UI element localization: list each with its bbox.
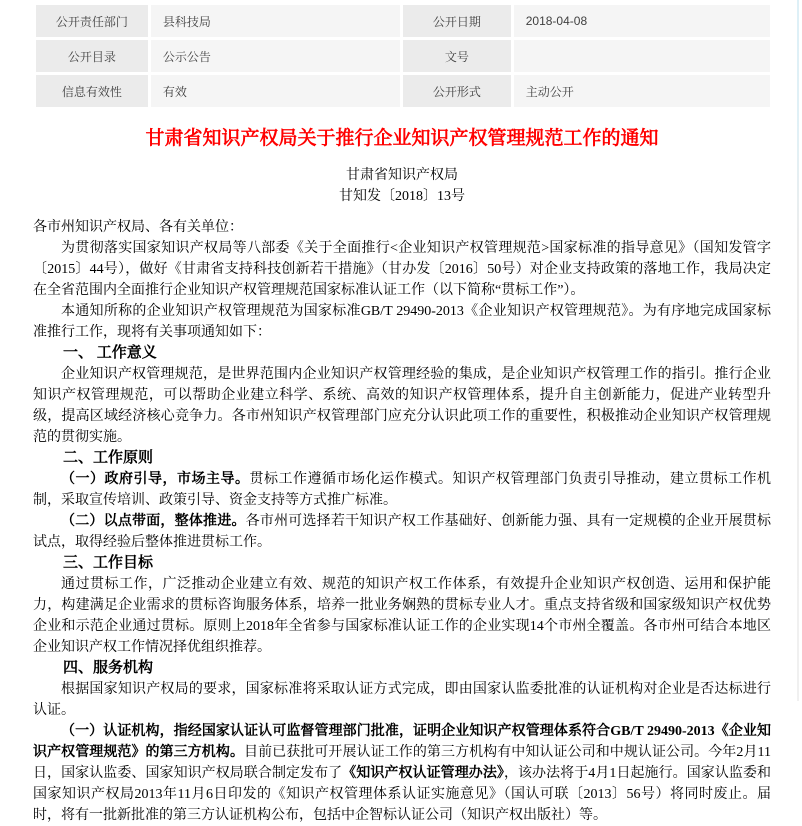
paragraph: 为贯彻落实国家知识产权局等八部委《关于全面推行<企业知识产权管理规范>国家标准的指导意见》（国知发管字〔2015〕44号），做好《甘肃省支持科技创新若干措施》（甘办发〔2016〕50号）对企业支持政策的落地工作，我局决定在全省范围内全面推行企业知识产权管理规范国家标准认证工作（以下简称“贯标工作”）。 — [33, 241, 771, 298]
label-disclosure-form: 公开形式 — [403, 75, 511, 107]
section-heading: 三、工作目标 — [63, 555, 154, 571]
paragraph: 企业知识产权管理规范，是世界范围内企业知识产权管理经验的集成，是企业知识产权管理工作的指引。推行企业知识产权管理规范，可以帮助企业建立科学、系统、高效的知识产权管理体系，提升自主创新能力，促进产业转型升级，提高区域经济核心竞争力。各市州知识产权管理部门应充分认识此项工作的重要性，积极推动企业知识产权管理规范的贯彻实施。 — [33, 367, 771, 445]
table-row — [36, 75, 770, 107]
document-issuer: 甘肃省知识产权局 — [346, 168, 458, 183]
salutation: 各市州知识产权局、各有关单位： — [33, 220, 243, 235]
table-row — [36, 40, 770, 72]
label-validity: 信息有效性 — [36, 75, 148, 107]
document-body — [33, 217, 771, 826]
paragraph: （二）以点带面，整体推进。各市州可选择若干知识产权工作基础好、创新能力强、具有一定规模的企业开展贯标试点，取得经验后整体推进贯标工作。 — [33, 514, 772, 550]
paragraph: 本通知所称的企业知识产权管理规范为国家标准GB/T 29490-2013《企业知识产权管理规范》。为有序地完成国家标准推行工作，现将有关事项通知如下： — [33, 304, 771, 340]
section-heading: 一、 工作意义 — [63, 345, 157, 361]
disclosure-info-table — [33, 2, 773, 110]
paragraph: 根据国家知识产权局的要求，国家标准将采取认证方式完成，即由国家认监委批准的认证机构对企业是否达标进行认证。 — [33, 682, 771, 718]
value-responsible-department: 县科技局 — [151, 5, 400, 37]
paragraph: 通过贯标工作，广泛推动企业建立有效、规范的知识产权工作体系，有效提升企业知识产权创造、运用和保护能力，构建满足企业需求的贯标咨询服务体系，培养一批业务娴熟的贯标专业人才。重点支持省级和国家级知识产权优势企业和示范企业通过贯标。原则上2018年全省参与国家标准认证工作的企业实现14个市州全覆盖。各市州可结合本地区企业知识产权工作情况择优组织推荐。 — [33, 577, 771, 655]
value-validity: 有效 — [151, 75, 400, 107]
value-doc-number — [514, 40, 770, 72]
document-title: 甘肃省知识产权局关于推行企业知识产权管理规范工作的通知 — [145, 128, 659, 149]
paragraph: （一）认证机构，指经国家认证认可监督管理部门批准，证明企业知识产权管理体系符合GB/T 29490-2013《企业知识产权管理规范》的第三方机构。目前已获批可开展认证工作的第三方机构有中知认证公司和中规认证公司。今年2月11日，国家认监委、国家知识产权局联合制定发布了《知识产权认证管理办法》，该办法将于4月1日起施行。国家认监委和国家知识产权局2013年11月6日印发的《知识产权管理体系认证实施意见》（国认可联〔2013〕56号）将同时废止。届时，将有一批新批准的第三方认证机构公布，包括中企智标认证公司（知识产权出版社）等。 — [33, 724, 772, 823]
document — [33, 127, 771, 826]
value-disclosure-form: 主动公开 — [514, 75, 770, 107]
label-doc-number: 文号 — [403, 40, 511, 72]
value-publish-date: 2018-04-08 — [514, 5, 770, 37]
section-heading: 二、工作原则 — [63, 450, 154, 466]
label-publish-date: 公开日期 — [403, 5, 511, 37]
document-number: 甘知发〔2018〕13号 — [339, 189, 465, 204]
value-catalog: 公示公告 — [151, 40, 400, 72]
label-catalog: 公开目录 — [36, 40, 148, 72]
label-responsible-department: 公开责任部门 — [36, 5, 148, 37]
page-right-edge-line — [797, 0, 799, 701]
section-heading: 四、服务机构 — [63, 660, 154, 676]
paragraph: （一）政府引导，市场主导。贯标工作遵循市场化运作模式。知识产权管理部门负责引导推动，建立贯标工作机制，采取宣传培训、政策引导、资金支持等方式推广标准。 — [33, 472, 771, 508]
table-row — [36, 5, 770, 37]
